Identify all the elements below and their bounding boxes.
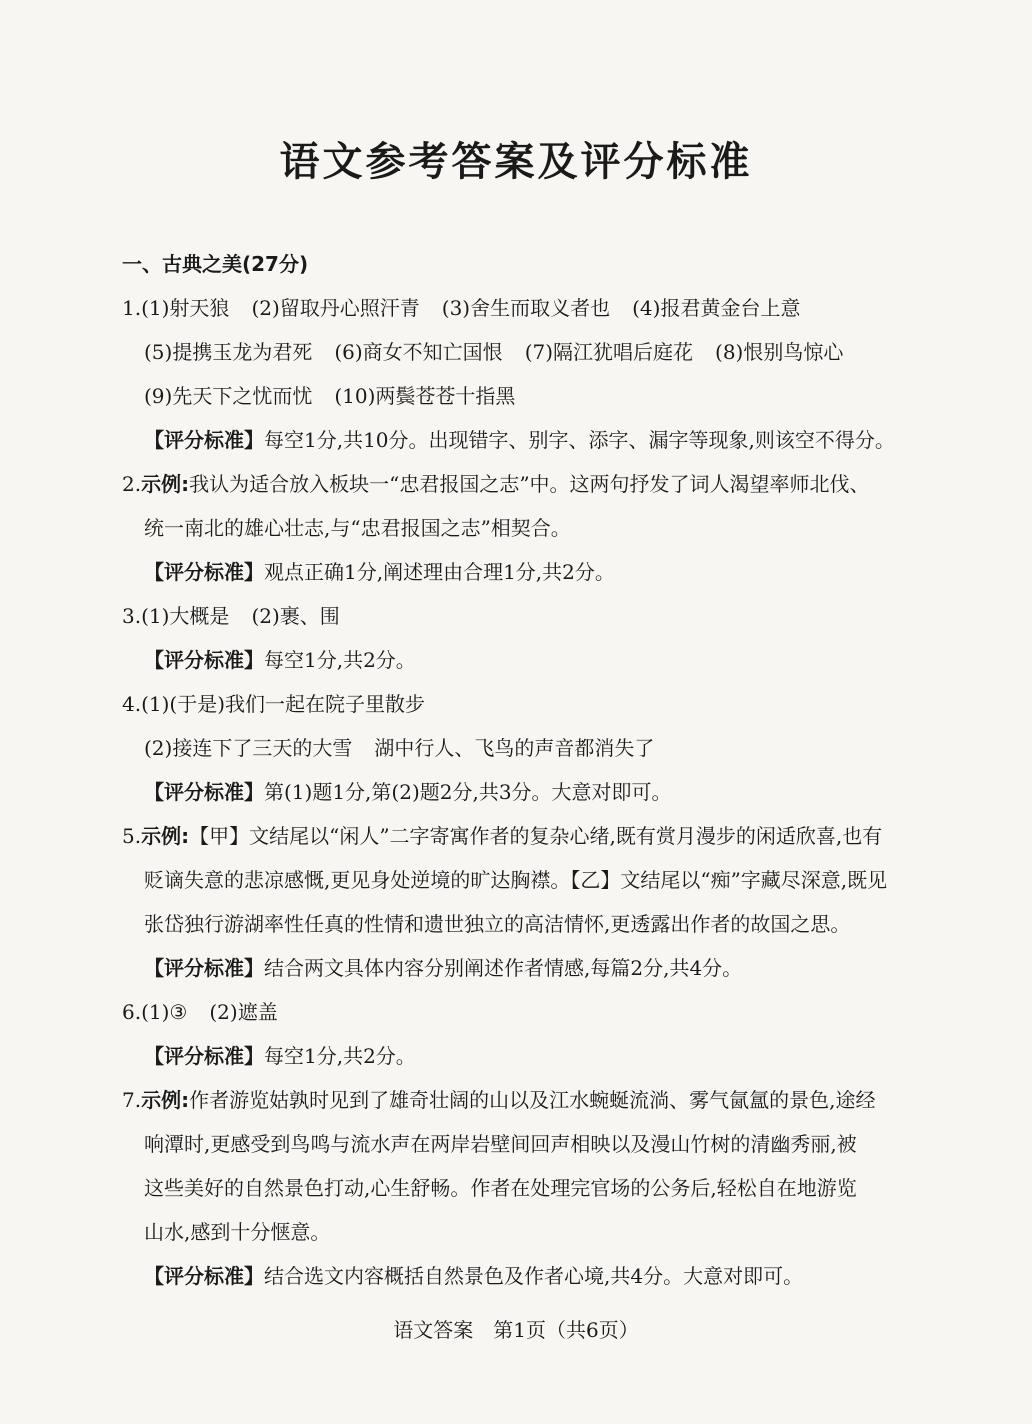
question-number: 4.	[122, 692, 142, 716]
q6-scoring: 【评分标准】每空1分,共2分。	[144, 1044, 416, 1068]
q5-line2: 贬谪失意的悲凉感慨,更见身处逆境的旷达胸襟。【乙】文结尾以“痴”字藏尽深意,既见	[144, 868, 888, 892]
question-number: 1.	[122, 296, 142, 320]
q5-scoring: 【评分标准】结合两文具体内容分别阐述作者情感,每篇2分,共4分。	[144, 956, 743, 980]
q1-scoring: 【评分标准】每空1分,共10分。出现错字、别字、添字、漏字等现象,则该空不得分。	[144, 428, 895, 452]
scoring-label: 【评分标准】	[144, 956, 264, 980]
example-label: 示例:	[141, 824, 190, 848]
scoring-label: 【评分标准】	[144, 560, 264, 584]
question-number: 5.	[122, 824, 142, 848]
q7-line3: 这些美好的自然景色打动,心生舒畅。作者在处理完官场的公务后,轻松自在地游览	[144, 1176, 857, 1200]
page-footer: 语文答案 第1页（共6页）	[393, 1318, 639, 1342]
question-number: 3.	[122, 604, 142, 628]
question-number: 2.	[122, 472, 142, 496]
q1-row1: 1.(1)射天狼 (2)留取丹心照汗青 (3)舍生而取义者也 (4)报君黄金台上意	[122, 296, 801, 320]
q2-line1: 2.示例:我认为适合放入板块一“忠君报国之志”中。这两句抒发了词人渴望率师北伐、	[122, 472, 870, 496]
page-title: 语文参考答案及评分标准	[279, 139, 753, 185]
q7-line2: 响潭时,更感受到鸟鸣与流水声在两岸岩壁间回声相映以及漫山竹树的清幽秀丽,被	[144, 1132, 857, 1156]
example-label: 示例:	[141, 472, 190, 496]
q6-line1: 6.(1)③ (2)遮盖	[122, 1000, 278, 1024]
q4-line2: (2)接连下了三天的大雪 湖中行人、飞鸟的声音都消失了	[144, 736, 655, 760]
q2-line2: 统一南北的雄心壮志,与“忠君报国之志”相契合。	[144, 516, 571, 540]
q1-row2: (5)提携玉龙为君死 (6)商女不知亡国恨 (7)隔江犹唱后庭花 (8)恨别鸟惊心	[144, 340, 844, 364]
q5-line1: 5.示例:【甲】文结尾以“闲人”二字寄寓作者的复杂心绪,既有赏月漫步的闲适欣喜,也有	[122, 824, 883, 848]
section-heading: 一、古典之美(27分)	[122, 252, 309, 276]
example-label: 示例:	[141, 1088, 190, 1112]
scoring-label: 【评分标准】	[144, 1044, 264, 1068]
q1-row3: (9)先天下之忧而忧 (10)两鬓苍苍十指黑	[144, 384, 516, 408]
q7-scoring: 【评分标准】结合选文内容概括自然景色及作者心境,共4分。大意对即可。	[144, 1264, 804, 1288]
scoring-label: 【评分标准】	[144, 648, 264, 672]
question-number: 7.	[122, 1088, 142, 1112]
q7-line4: 山水,感到十分惬意。	[144, 1220, 331, 1244]
q7-line1: 7.示例:作者游览姑孰时见到了雄奇壮阔的山以及江水蜿蜒流淌、雾气氤氲的景色,途经	[122, 1088, 876, 1112]
scoring-label: 【评分标准】	[144, 428, 264, 452]
q3-line1: 3.(1)大概是 (2)裹、围	[122, 604, 340, 628]
q5-line3: 张岱独行游湖率性任真的性情和遗世独立的高洁情怀,更透露出作者的故国之思。	[144, 912, 851, 936]
question-number: 6.	[122, 1000, 142, 1024]
q3-scoring: 【评分标准】每空1分,共2分。	[144, 648, 416, 672]
answer-content	[122, 242, 972, 1298]
scoring-label: 【评分标准】	[144, 780, 264, 804]
scoring-label: 【评分标准】	[144, 1264, 264, 1288]
q2-scoring: 【评分标准】观点正确1分,阐述理由合理1分,共2分。	[144, 560, 615, 584]
q4-scoring: 【评分标准】第(1)题1分,第(2)题2分,共3分。大意对即可。	[144, 780, 672, 804]
q4-line1: 4.(1)(于是)我们一起在院子里散步	[122, 692, 426, 716]
